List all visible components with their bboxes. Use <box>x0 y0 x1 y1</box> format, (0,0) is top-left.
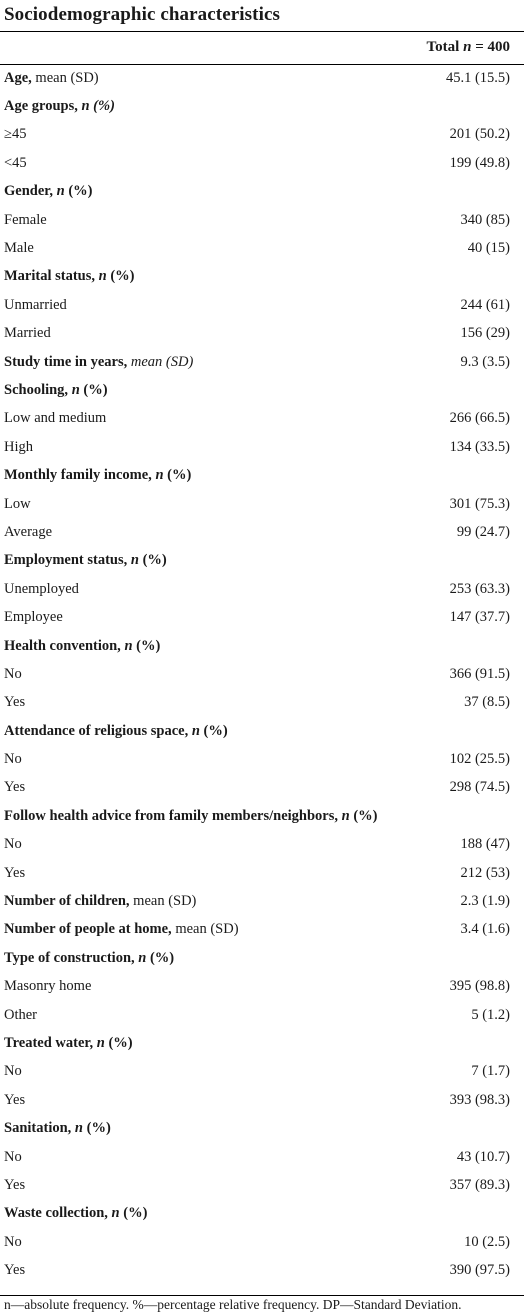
table-row <box>0 405 524 433</box>
row-label-part: n <box>111 1205 120 1222</box>
row-value <box>434 944 524 972</box>
row-label-part: No <box>4 751 22 768</box>
table-row <box>0 859 524 887</box>
table-row <box>0 461 524 489</box>
row-value: 395 (98.8) <box>449 978 510 995</box>
row-label-part: Attendance of religious space, <box>4 722 192 739</box>
row-label <box>0 944 434 972</box>
row-label <box>0 461 434 489</box>
row-label <box>0 859 434 887</box>
row-value <box>434 92 524 120</box>
row-label <box>0 887 434 915</box>
row-label-part: High <box>4 438 33 455</box>
row-label-part: Male <box>4 240 34 257</box>
row-label-part: (%) <box>83 1120 111 1137</box>
row-label-part: n <box>71 381 80 398</box>
row-label-part: ≥45 <box>4 126 27 143</box>
row-label <box>0 64 434 92</box>
table-row <box>0 376 524 404</box>
row-label-part: Married <box>4 325 51 342</box>
table-row <box>0 1228 524 1256</box>
table-footnote: n—absolute frequency. %—percentage relative frequency. DP—Standard Deviation. <box>4 1297 462 1312</box>
row-label-part: Low <box>4 495 31 512</box>
row-label-part: mean (SD) <box>171 921 239 938</box>
row-label <box>0 575 434 603</box>
row-label <box>0 973 434 1001</box>
total-suffix: = 400 <box>471 39 510 55</box>
row-label <box>0 689 434 717</box>
table-row <box>0 831 524 859</box>
row-value: 40 (15) <box>467 240 510 257</box>
row-value: 199 (49.8) <box>449 154 510 171</box>
row-label <box>0 348 434 376</box>
row-label-part: n <box>138 949 147 966</box>
row-label-part: (%) <box>146 949 175 966</box>
row-label-part: Number of people at home, <box>4 921 172 938</box>
row-label-part: (%) <box>199 722 228 739</box>
table-row <box>0 1114 524 1142</box>
row-label-part: No <box>4 1063 22 1080</box>
row-label <box>0 1228 434 1256</box>
table-row <box>0 944 524 972</box>
table-row <box>0 1143 524 1171</box>
row-value: 340 (85) <box>460 211 510 228</box>
row-label-part: No <box>4 1148 22 1165</box>
row-label-part: Marital status, <box>4 268 99 285</box>
row-label-part: n <box>341 807 350 824</box>
row-value <box>434 461 524 489</box>
row-label-part: n <box>98 268 107 285</box>
table-row <box>0 1058 524 1086</box>
row-value: 188 (47) <box>460 836 510 853</box>
row-label <box>0 121 434 149</box>
row-label-part: Number of children, <box>4 893 130 910</box>
row-label-part: n <box>191 722 200 739</box>
row-label-part: (%) <box>138 552 167 569</box>
row-value: 201 (50.2) <box>449 126 510 143</box>
row-label-part: Low and medium <box>4 410 107 427</box>
row-label-part: (%) <box>163 467 192 484</box>
row-value: 2.3 (1.9) <box>460 893 510 910</box>
row-label-part: Follow health advice from family members/neighbors, <box>4 807 342 824</box>
row-label-part: Employee <box>4 609 63 626</box>
row-value: 393 (98.3) <box>449 1091 510 1108</box>
table-row <box>0 774 524 802</box>
row-value <box>434 376 524 404</box>
row-label <box>0 774 434 802</box>
row-value: 212 (53) <box>460 864 510 881</box>
table-row <box>0 1200 524 1228</box>
row-label <box>0 149 434 177</box>
row-label <box>0 92 434 120</box>
row-label-part: Employment status, <box>4 552 131 569</box>
table-row <box>0 348 524 376</box>
row-value: 244 (61) <box>460 296 510 313</box>
row-label-part: Type of construction, <box>4 949 139 966</box>
row-label-part: Schooling, <box>4 381 72 398</box>
row-label-part: No <box>4 836 22 853</box>
row-label-part: Yes <box>4 1091 26 1108</box>
row-label-part: n <box>155 467 164 484</box>
row-label <box>0 178 434 206</box>
row-value: 10 (2.5) <box>464 1233 510 1250</box>
table-row <box>0 575 524 603</box>
row-label-part: Masonry home <box>4 978 92 995</box>
row-label <box>0 632 434 660</box>
table-title: Sociodemographic characteristics <box>4 4 280 25</box>
table-row <box>0 916 524 944</box>
row-label <box>0 1256 434 1284</box>
row-value: 366 (91.5) <box>449 665 510 682</box>
row-value <box>434 802 524 830</box>
table-row <box>0 490 524 518</box>
row-label <box>0 291 434 319</box>
row-label-part: n <box>96 1034 105 1051</box>
row-value: 134 (33.5) <box>449 438 510 455</box>
table-row <box>0 1001 524 1029</box>
row-value: 102 (25.5) <box>449 751 510 768</box>
row-value: 266 (66.5) <box>449 410 510 427</box>
row-value: 298 (74.5) <box>449 779 510 796</box>
row-value: 5 (1.2) <box>471 1006 510 1023</box>
table-row <box>0 632 524 660</box>
table-row <box>0 660 524 688</box>
row-label-part: <45 <box>4 154 27 171</box>
row-label-part: (%) <box>104 1034 133 1051</box>
row-label-part: n (%) <box>77 98 115 115</box>
row-value <box>434 1029 524 1057</box>
table-row <box>0 291 524 319</box>
row-label-part: No <box>4 1233 22 1250</box>
row-label-part: mean (SD) <box>129 893 197 910</box>
row-label-part: n <box>74 1120 83 1137</box>
row-value: 390 (97.5) <box>449 1262 510 1279</box>
row-label-part: mean (SD) <box>31 69 99 86</box>
row-value: 253 (63.3) <box>449 580 510 597</box>
table-row <box>0 1086 524 1114</box>
row-label-part: (%) <box>119 1205 148 1222</box>
table-row <box>0 149 524 177</box>
row-label-part: (%) <box>349 807 378 824</box>
table-row <box>0 206 524 234</box>
row-label <box>0 1171 434 1199</box>
row-label <box>0 518 434 546</box>
row-value: 7 (1.7) <box>471 1063 510 1080</box>
row-label-part: Monthly family income, <box>4 467 156 484</box>
row-label-part: Unemployed <box>4 580 79 597</box>
row-label-part: Age groups, <box>4 98 78 115</box>
table-row <box>0 263 524 291</box>
row-value: 3.4 (1.6) <box>460 921 510 938</box>
row-label <box>0 206 434 234</box>
row-label <box>0 547 434 575</box>
row-label-part: Yes <box>4 864 26 881</box>
row-label <box>0 745 434 773</box>
row-label <box>0 1029 434 1057</box>
row-label-part: Waste collection, <box>4 1205 112 1222</box>
table-row <box>0 320 524 348</box>
row-label-part: Gender, <box>4 183 57 200</box>
row-label <box>0 802 434 830</box>
row-value <box>434 1200 524 1228</box>
row-label-part: Yes <box>4 779 26 796</box>
row-label-part: mean (SD) <box>127 353 194 370</box>
row-label-part: Age, <box>4 69 32 86</box>
row-label <box>0 1058 434 1086</box>
table-row <box>0 92 524 120</box>
row-label <box>0 603 434 631</box>
table-row <box>0 518 524 546</box>
row-label-part: Treated water, <box>4 1034 97 1051</box>
row-label <box>0 1114 434 1142</box>
row-label <box>0 490 434 518</box>
row-label-part: Study time in years, <box>4 353 128 370</box>
row-value: 99 (24.7) <box>456 523 510 540</box>
row-value <box>434 1114 524 1142</box>
row-label-part: (%) <box>132 637 161 654</box>
table-row <box>0 689 524 717</box>
row-value <box>434 717 524 745</box>
row-label-part: (%) <box>106 268 135 285</box>
row-value: 156 (29) <box>460 325 510 342</box>
top-rule <box>0 31 524 32</box>
table-body <box>0 64 524 1285</box>
total-n: n <box>463 39 472 55</box>
row-label <box>0 660 434 688</box>
row-label <box>0 831 434 859</box>
row-label <box>0 1143 434 1171</box>
row-label-part: Other <box>4 1006 38 1023</box>
row-label-part: n <box>56 183 65 200</box>
total-prefix: Total <box>426 39 464 55</box>
row-value: 37 (8.5) <box>464 694 510 711</box>
table-row <box>0 121 524 149</box>
row-label-part: Health convention, <box>4 637 125 654</box>
row-label <box>0 320 434 348</box>
row-value <box>434 263 524 291</box>
table-row <box>0 64 524 92</box>
row-value <box>434 632 524 660</box>
table-row <box>0 1256 524 1284</box>
row-label-part: Yes <box>4 1176 26 1193</box>
row-label-part: No <box>4 665 22 682</box>
row-value: 357 (89.3) <box>449 1176 510 1193</box>
row-value <box>434 178 524 206</box>
table-row <box>0 717 524 745</box>
row-label-part: Yes <box>4 694 26 711</box>
row-label-part: n <box>124 637 133 654</box>
row-value: 147 (37.7) <box>449 609 510 626</box>
row-label <box>0 234 434 262</box>
table-row <box>0 234 524 262</box>
row-label <box>0 717 434 745</box>
table-row <box>0 1171 524 1199</box>
row-label-part: n <box>130 552 139 569</box>
total-column-header <box>427 39 510 56</box>
row-value: 301 (75.3) <box>449 495 510 512</box>
row-label-part: Female <box>4 211 47 228</box>
row-value: 43 (10.7) <box>456 1148 510 1165</box>
row-label-part: Sanitation, <box>4 1120 75 1137</box>
row-value: 9.3 (3.5) <box>460 353 510 370</box>
row-label <box>0 1001 434 1029</box>
row-label <box>0 1086 434 1114</box>
row-label-part: Unmarried <box>4 296 67 313</box>
row-label <box>0 916 434 944</box>
row-label <box>0 263 434 291</box>
table-row <box>0 1029 524 1057</box>
row-label <box>0 376 434 404</box>
row-label <box>0 1200 434 1228</box>
row-value: 45.1 (15.5) <box>445 69 510 86</box>
table-row <box>0 745 524 773</box>
table-row <box>0 547 524 575</box>
row-label <box>0 405 434 433</box>
row-label-part: (%) <box>79 381 108 398</box>
table-row <box>0 603 524 631</box>
row-label-part: Average <box>4 523 53 540</box>
characteristics-table <box>0 64 524 1285</box>
table-row <box>0 973 524 1001</box>
row-value <box>434 547 524 575</box>
row-label-part: (%) <box>64 183 93 200</box>
table-row <box>0 887 524 915</box>
table-row <box>0 178 524 206</box>
table-row <box>0 433 524 461</box>
bottom-rule <box>0 1295 524 1296</box>
row-label-part: Yes <box>4 1262 26 1279</box>
row-label <box>0 433 434 461</box>
table-row <box>0 802 524 830</box>
